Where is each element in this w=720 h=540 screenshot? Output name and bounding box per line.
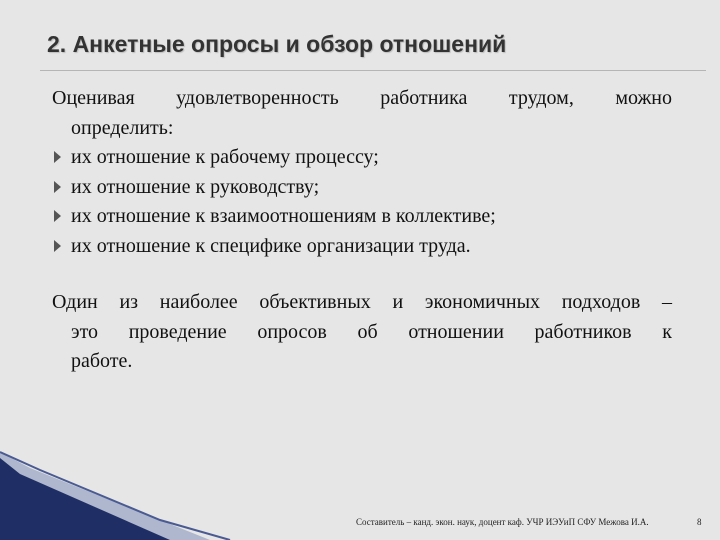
intro-line-2: определить: bbox=[71, 116, 174, 139]
conclusion-line-1: Один из наиболее объективных и экономичных подходов – bbox=[52, 291, 672, 313]
bullet-text: их отношение к взаимоотношениям в коллективе; bbox=[71, 205, 496, 227]
bullet-text: их отношение к рабочему процессу; bbox=[71, 146, 379, 168]
footer-author: Составитель – канд. экон. наук, доцент каф. УЧР ИЭУиП СФУ Межова И.А. bbox=[356, 517, 649, 527]
conclusion-line-2: это проведение опросов об отношении работников к bbox=[71, 320, 672, 343]
bullet-text: их отношение к руководству; bbox=[71, 175, 320, 198]
slide-title: 2. Анкетные опросы и обзор отношений bbox=[47, 31, 507, 57]
bullet-text: их отношение к специфике организации труда. bbox=[71, 234, 471, 257]
conclusion-line-3: работе. bbox=[71, 350, 133, 372]
page-number: 8 bbox=[697, 517, 702, 527]
intro-line-1: Оценивая удовлетворенность работника трудом, можно bbox=[52, 87, 672, 109]
